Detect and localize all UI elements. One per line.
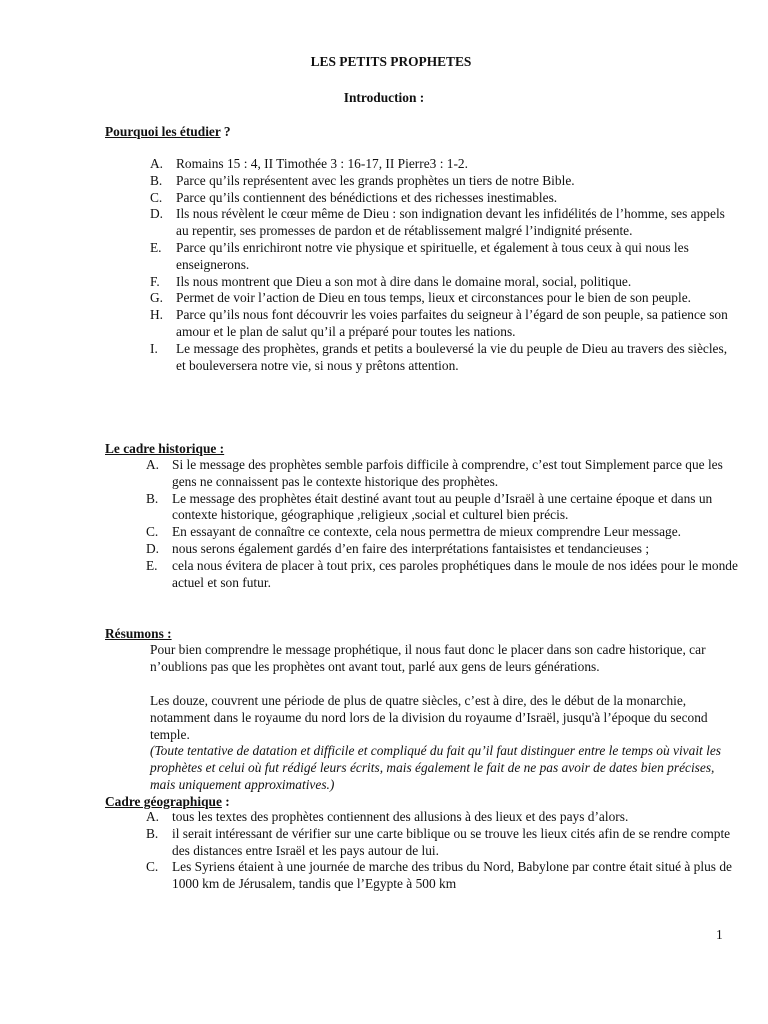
list-item-text: Le message des prophètes était destiné avant tout au peuple d’Israël à une certaine époque et dans un contexte historique, géographique ,religieux ,social et culturel bien précis. <box>172 490 713 523</box>
document-title: LES PETITS PROPHETES <box>310 54 472 69</box>
list-item-text: Permet de voir l’action de Dieu en tous temps, lieux et circonstances pour le bien de son peuple. <box>176 290 692 306</box>
list-item <box>146 457 740 491</box>
list-marker: C. <box>146 859 159 875</box>
list-item-text: Ils nous révèlent le cœur même de Dieu : son indignation devant les infidélités de l’homme, ses appels au repentir, ses promesses de pardon et de rétablissement malgré l’indignité présente. <box>176 206 725 239</box>
section-heading-resumons <box>105 626 172 643</box>
section-heading-text: Résumons : <box>105 626 172 641</box>
list-item <box>150 173 740 190</box>
list-marker: E. <box>150 239 162 255</box>
list-item <box>146 826 740 860</box>
list-item-text: En essayant de connaître ce contexte, cela nous permettra de mieux comprendre Leur message. <box>172 524 681 540</box>
section-heading-pourquoi <box>105 124 231 141</box>
list-item <box>146 859 740 893</box>
list-marker: G. <box>150 290 164 306</box>
list-item <box>150 274 740 291</box>
list-item-text: il serait intéressant de vérifier sur une carte biblique ou se trouve les lieux cités afin de se rendre compte des distances entre Israël et les pays autour de lui. <box>172 825 731 858</box>
list-item <box>150 290 740 307</box>
section-heading-cadre-historique <box>105 441 224 458</box>
summary-paragraph: Pour bien comprendre le message prophétique, il nous faut donc le placer dans son cadre historique, car n’oublions pas que les prophètes ont avant tout, parlé aux gens de leurs générations. <box>150 642 706 674</box>
list-item-text: Romains 15 : 4, II Timothée 3 : 16-17, II Pierre3 : 1-2. <box>176 156 468 171</box>
list-item <box>150 190 740 207</box>
page-number: 1 <box>716 927 723 942</box>
list-item-text: Les Syriens étaient à une journée de marche des tribus du Nord, Babylone par contre était situé à plus de 1000 km de Jérusalem, tandis que l’Egypte à 500 km <box>172 859 732 892</box>
list-item <box>150 341 740 375</box>
list-cadre-historique <box>146 457 740 591</box>
list-item <box>146 541 740 558</box>
list-item <box>150 156 740 173</box>
section-heading-text: Le cadre historique : <box>105 441 225 456</box>
list-marker: D. <box>146 540 160 556</box>
list-item <box>150 206 740 240</box>
list-item <box>150 307 740 341</box>
list-marker: C. <box>150 189 163 205</box>
list-item-text: Le message des prophètes, grands et petits a bouleversé la vie du peuple de Dieu au travers des siècles, et bouleversera notre vie, si nous y prêtons attention. <box>176 340 728 373</box>
summary-note: (Toute tentative de datation et difficile et compliqué du fait qu’il faut distinguer entre le temps où vivait les prophètes et celui où fut rédigé leurs écrits, mais également le fait de ne pas avoir de dates bien précises, mais uniquement approximatives.) <box>150 743 721 792</box>
list-cadre-geographique <box>146 809 740 893</box>
list-marker: B. <box>150 172 163 188</box>
list-marker: E. <box>146 557 158 573</box>
section-heading-suffix: ? <box>220 124 231 139</box>
list-marker: H. <box>150 307 164 323</box>
list-item-text: Ils nous montrent que Dieu a son mot à dire dans le domaine moral, social, politique. <box>176 273 632 289</box>
list-item-text: cela nous évitera de placer à tout prix, ces paroles prophétiques dans le moule de nos idées pour le monde actuel et son futur. <box>172 557 738 590</box>
section-heading-suffix: : <box>221 794 230 809</box>
list-marker: I. <box>150 340 158 356</box>
list-item-text: tous les textes des prophètes contiennent des allusions à des lieux et des pays d’alors. <box>172 809 629 824</box>
list-item <box>146 491 740 525</box>
list-marker: A. <box>150 156 164 171</box>
list-marker: B. <box>146 490 159 506</box>
list-item-text: Si le message des prophètes semble parfois difficile à comprendre, c’est tout Simplement parce que les gens ne connaissent pas le contexte historique des prophètes. <box>172 457 723 489</box>
list-item-text: Parce qu’ils représentent avec les grands prophètes un tiers de notre Bible. <box>176 172 575 188</box>
document-subtitle: Introduction : <box>343 90 425 105</box>
list-marker: D. <box>150 206 164 222</box>
list-item <box>146 558 740 592</box>
list-item-text: Parce qu’ils nous font découvrir les voies parfaites du seigneur à l’égard de son peuple, sa patience son amour et le plan de salut qu’il a préparé pour toutes les nations. <box>176 307 728 339</box>
list-item <box>146 809 740 826</box>
section-heading-text: Cadre géographique <box>105 794 222 809</box>
list-item <box>150 240 740 274</box>
section-heading-text: Pourquoi les étudier <box>105 124 221 139</box>
list-item <box>146 524 740 541</box>
list-pourquoi <box>150 156 740 374</box>
list-item-text: nous serons également gardés d’en faire des interprétations fantaisistes et tendancieuses ; <box>172 540 650 556</box>
summary-paragraph: Les douze, couvrent une période de plus de quatre siècles, c’est à dire, des le début de la monarchie, notamment dans le royaume du nord lors de la division du royaume d’Israël, jusqu'à l’époque du second temple. <box>150 693 708 742</box>
list-marker: B. <box>146 825 159 841</box>
list-marker: A. <box>146 457 160 472</box>
list-item-text: Parce qu’ils enrichiront notre vie physique et spirituelle, et également à tous ceux à qui nous les enseignerons. <box>176 239 689 272</box>
list-marker: F. <box>150 273 160 289</box>
list-marker: C. <box>146 524 159 540</box>
list-marker: A. <box>146 809 160 824</box>
list-item-text: Parce qu’ils contiennent des bénédictions et des richesses inestimables. <box>176 189 558 205</box>
